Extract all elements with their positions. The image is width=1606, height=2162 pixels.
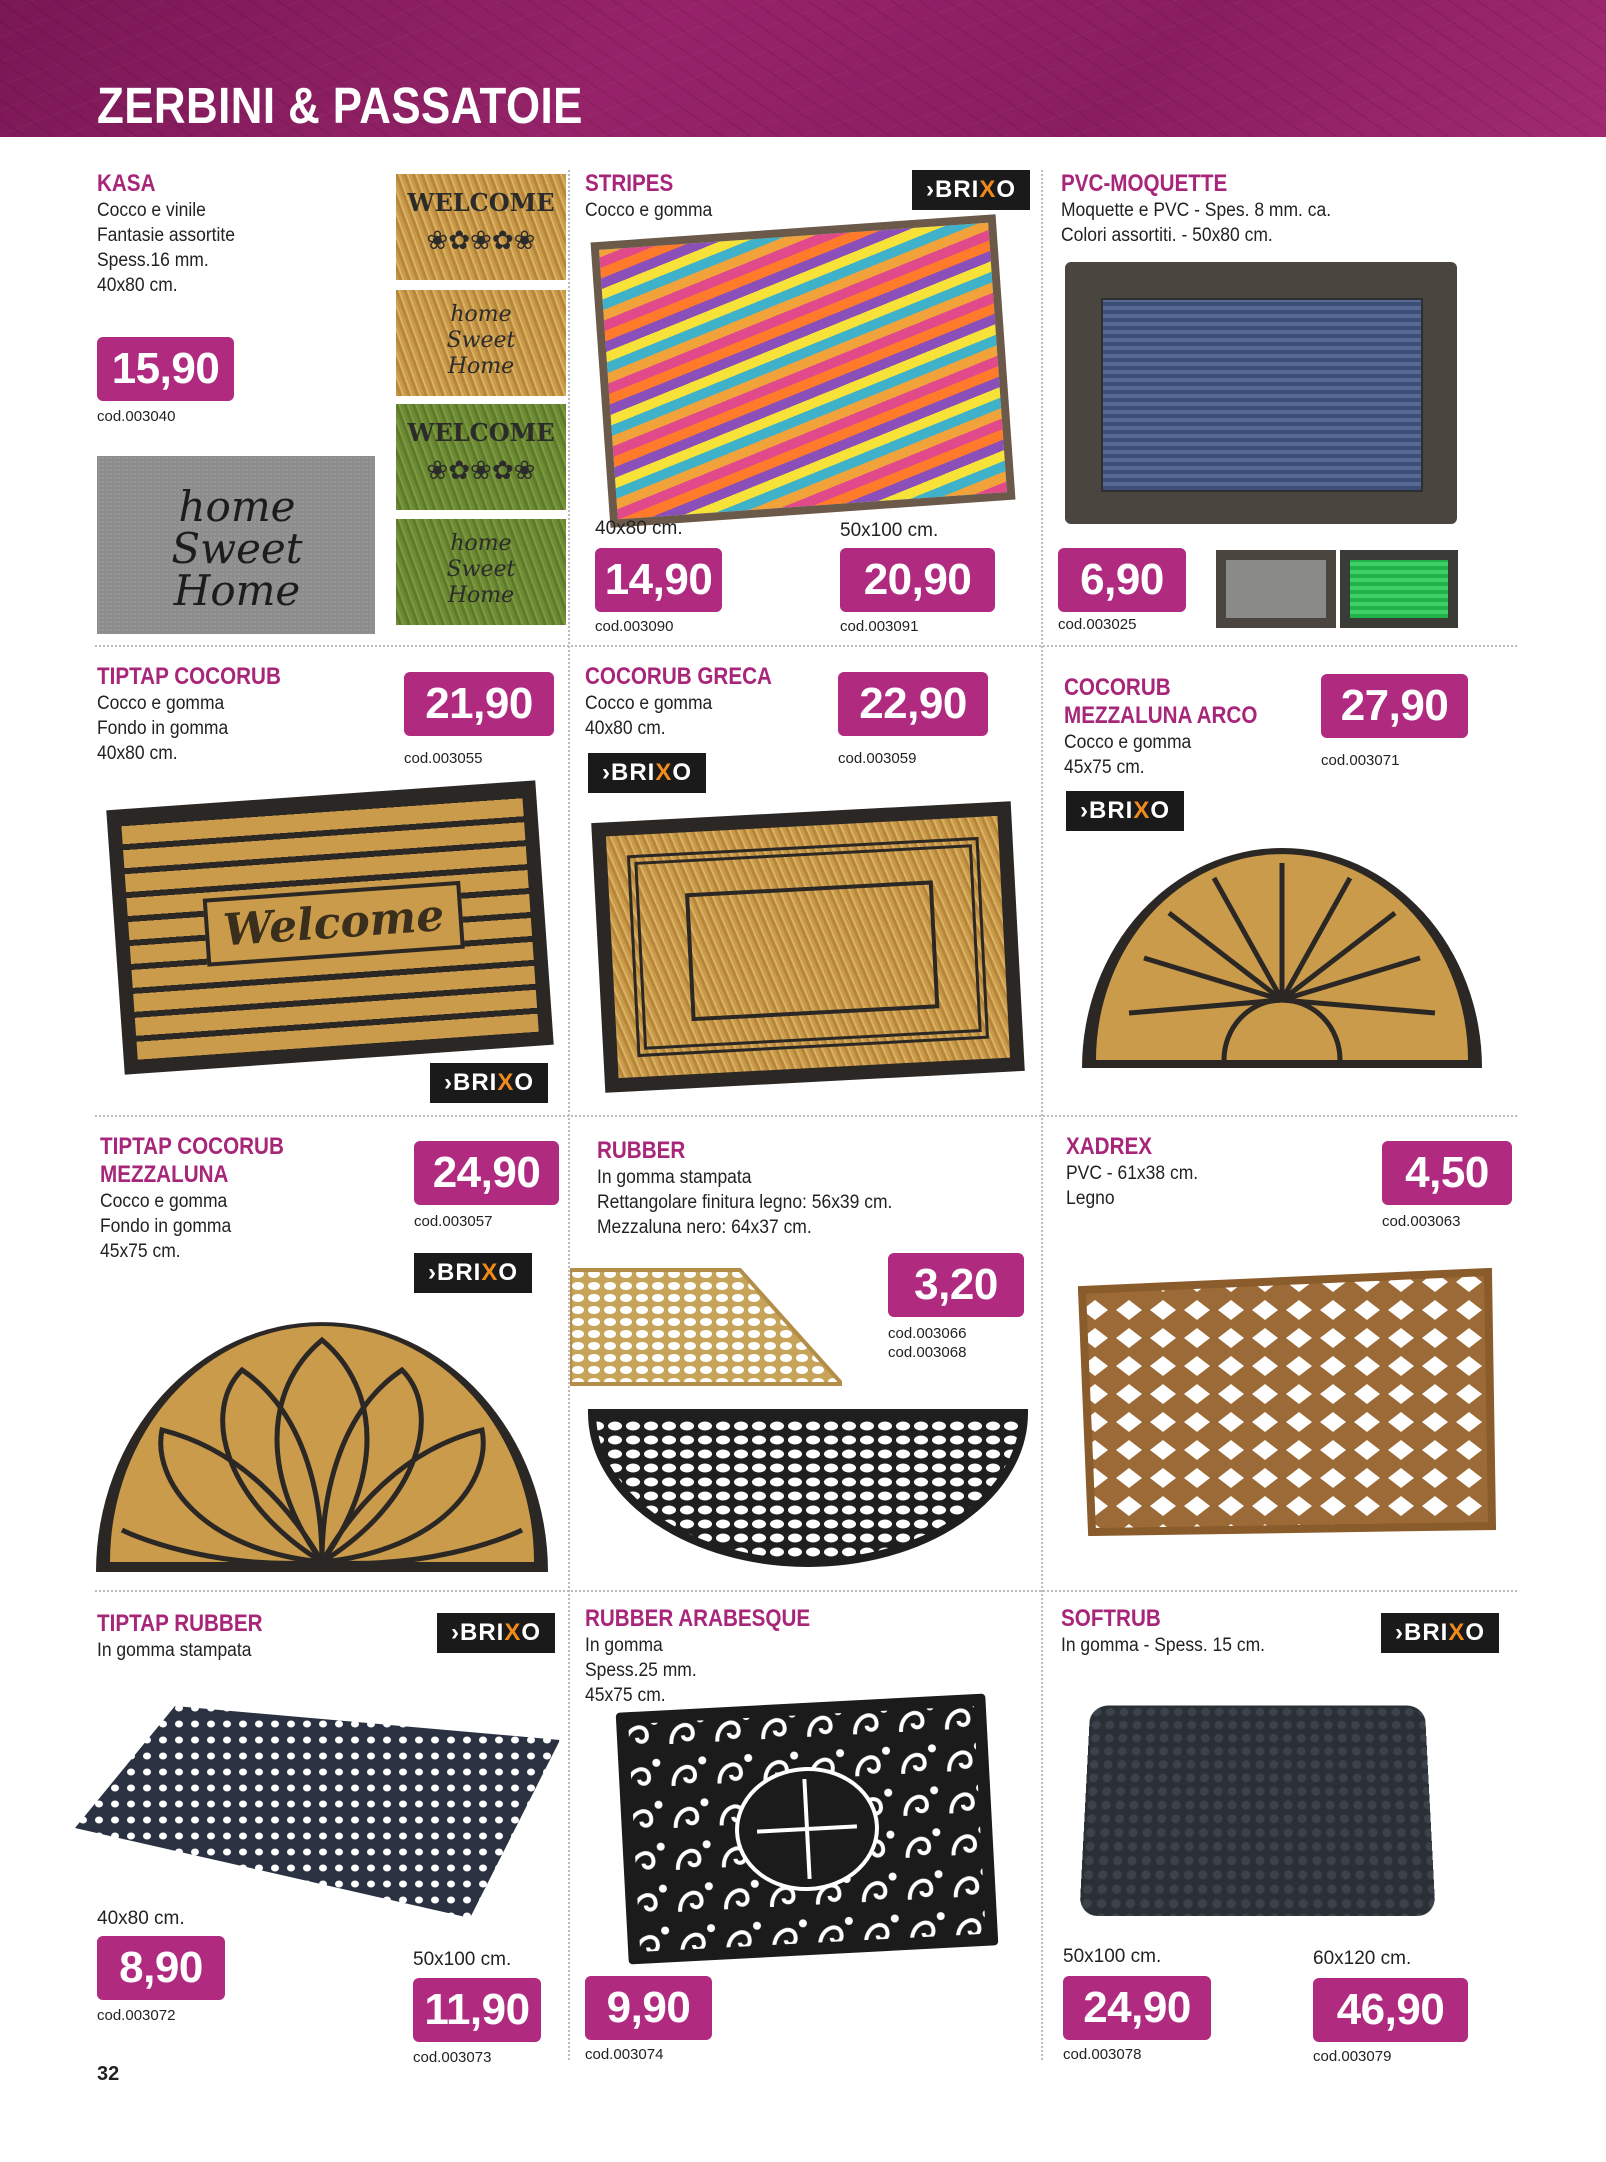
size-label: 50x100 cm. <box>1063 1946 1162 1967</box>
product-desc: Spess.16 mm. <box>97 250 209 271</box>
product-code: cod.003074 <box>585 2046 664 2063</box>
product-desc: PVC - 61x38 cm. <box>1066 1163 1199 1184</box>
half-round-mat-svg <box>92 1300 552 1575</box>
product-code: cod.003073 <box>413 2049 492 2066</box>
doormat-image <box>1074 838 1490 1078</box>
divider <box>1041 170 1043 2060</box>
price-tag: 24,90 <box>414 1141 559 1205</box>
product-name: COCORUB <box>1064 674 1171 701</box>
product-desc: Moquette e PVC - Spes. 8 mm. ca. <box>1061 200 1332 221</box>
product-desc: Cocco e gomma <box>585 693 713 714</box>
product-tiptap-cocorub <box>97 663 311 766</box>
product-code: cod.003057 <box>414 1213 493 1230</box>
product-tiptap-mezzaluna <box>100 1133 314 1264</box>
price-tag: 15,90 <box>97 337 234 401</box>
product-desc: Rettangolare finitura legno: 56x39 cm. <box>597 1192 893 1213</box>
product-name: RUBBER <box>597 1137 686 1164</box>
doormat-image <box>92 1300 552 1575</box>
product-xadrex <box>1066 1133 1210 1211</box>
doormat-image <box>396 519 566 625</box>
doormat-image: home Sweet Home <box>97 456 375 634</box>
product-rubber <box>597 1137 918 1240</box>
product-cocorub-greca <box>585 663 802 741</box>
divider <box>95 645 1517 647</box>
product-desc: 40x80 cm. <box>97 743 178 764</box>
product-code: cod.003040 <box>97 408 176 425</box>
product-desc: Fondo in gomma <box>100 1216 232 1237</box>
product-desc: Spess.25 mm. <box>585 1660 697 1681</box>
price-tag: 8,90 <box>97 1936 225 2000</box>
product-code: cod.003090 <box>595 618 674 635</box>
price-tag: 27,90 <box>1321 674 1468 738</box>
size-label: 60x120 cm. <box>1313 1948 1412 1969</box>
mat-text: home Sweet Home <box>446 302 516 379</box>
brixo-logo: ›BRIXO <box>414 1253 532 1293</box>
doormat-image <box>591 801 1025 1093</box>
doormat-image <box>570 1268 842 1386</box>
page-title: ZERBINI & PASSATOIE <box>97 77 583 134</box>
product-name: KASA <box>97 170 156 197</box>
flower-decor: ❀✿❀✿❀ <box>426 226 536 256</box>
price-tag: 24,90 <box>1063 1976 1211 2040</box>
doormat-image <box>616 1693 999 1964</box>
brixo-logo: ›BRIXO <box>588 753 706 793</box>
product-name: TIPTAP COCORUB <box>100 1133 284 1160</box>
price-tag: 20,90 <box>840 548 995 612</box>
brixo-logo: ›BRIXO <box>437 1613 555 1653</box>
price-tag: 14,90 <box>595 548 722 612</box>
page-header <box>0 0 1606 137</box>
product-desc: Legno <box>1066 1188 1115 1209</box>
mat-text: home Sweet Home <box>446 531 516 608</box>
product-desc: In gomma <box>585 1635 663 1656</box>
product-code: cod.003055 <box>404 750 483 767</box>
size-label: 50x100 cm. <box>413 1949 512 1970</box>
product-desc: Cocco e vinile <box>97 200 206 221</box>
product-desc: Cocco e gomma <box>1064 732 1192 753</box>
product-desc: Cocco e gomma <box>100 1191 228 1212</box>
brixo-logo: ›BRIXO <box>430 1063 548 1103</box>
product-rubber-arabesque <box>585 1605 847 1708</box>
product-tiptap-rubber <box>97 1610 289 1663</box>
product-softrub <box>1061 1605 1283 1658</box>
product-name: TIPTAP RUBBER <box>97 1610 263 1637</box>
divider <box>568 170 570 2060</box>
product-desc: In gomma - Spess. 15 cm. <box>1061 1635 1266 1656</box>
product-code: cod.003059 <box>838 750 917 767</box>
product-name: TIPTAP COCORUB <box>97 663 281 690</box>
product-desc: 45x75 cm. <box>100 1241 181 1262</box>
product-desc: In gomma stampata <box>97 1640 252 1661</box>
doormat-image <box>1216 550 1336 628</box>
product-desc: 40x80 cm. <box>97 275 178 296</box>
product-desc: Fondo in gomma <box>97 718 229 739</box>
product-name: PVC-MOQUETTE <box>1061 170 1228 197</box>
doormat-image <box>1078 1268 1496 1536</box>
product-desc: In gomma stampata <box>597 1167 752 1188</box>
product-name: COCORUB GRECA <box>585 663 772 690</box>
doormat-image <box>75 1700 560 1922</box>
price-tag: 9,90 <box>585 1976 712 2040</box>
product-name: XADREX <box>1066 1133 1153 1160</box>
price-tag: 46,90 <box>1313 1978 1468 2042</box>
product-desc: Colori assortiti. - 50x80 cm. <box>1061 225 1273 246</box>
doormat-image <box>396 404 566 510</box>
price-tag: 22,90 <box>838 672 988 736</box>
lattice-mat-svg <box>1078 1268 1496 1536</box>
product-name: RUBBER ARABESQUE <box>585 1605 811 1632</box>
product-code: cod.003025 <box>1058 616 1137 633</box>
product-cocorub-arco <box>1064 674 1289 780</box>
product-code: cod.003091 <box>840 618 919 635</box>
product-desc: Mezzaluna nero: 64x37 cm. <box>597 1217 812 1238</box>
divider <box>95 1590 1517 1592</box>
lattice-mat-svg <box>570 1268 842 1386</box>
arabesque-pattern-svg <box>616 1693 999 1964</box>
product-desc: Fantasie assortite <box>97 225 235 246</box>
doormat-image <box>588 1405 1028 1570</box>
flower-decor: ❀✿❀✿❀ <box>426 456 536 486</box>
price-tag: 4,50 <box>1382 1141 1512 1205</box>
doormat-image <box>106 780 553 1074</box>
product-desc: 45x75 cm. <box>1064 757 1145 778</box>
product-code: cod.003066 <box>888 1325 967 1342</box>
product-code: cod.003072 <box>97 2007 176 2024</box>
product-code: cod.003071 <box>1321 752 1400 769</box>
product-name: MEZZALUNA ARCO <box>1064 702 1258 729</box>
product-pvc-moquette <box>1061 170 1355 248</box>
mat-text: WELCOME <box>407 188 555 217</box>
product-name: STRIPES <box>585 170 674 197</box>
doormat-image <box>396 290 566 396</box>
brixo-logo: ›BRIXO <box>1381 1613 1499 1653</box>
doormat-image <box>1079 1706 1435 1917</box>
doormat-image <box>1065 262 1457 524</box>
product-kasa <box>97 170 247 298</box>
half-round-mat-svg <box>1074 838 1490 1078</box>
mat-text: Welcome <box>203 881 465 967</box>
product-desc: 45x75 cm. <box>585 1685 666 1706</box>
price-tag: 21,90 <box>404 672 554 736</box>
divider <box>95 1115 1517 1117</box>
doormat-image <box>1340 550 1458 628</box>
size-label: 40x80 cm. <box>595 518 683 539</box>
lattice-mat-svg <box>75 1700 560 1922</box>
product-code: cod.003063 <box>1382 1213 1461 1230</box>
price-tag: 3,20 <box>888 1253 1024 1317</box>
size-label: 50x100 cm. <box>840 520 939 541</box>
mat-text: WELCOME <box>407 418 555 447</box>
page-number: 32 <box>97 2063 120 2085</box>
product-name: MEZZALUNA <box>100 1161 229 1188</box>
product-stripes <box>585 170 723 223</box>
price-tag: 11,90 <box>413 1978 541 2042</box>
doormat-image <box>591 214 1016 528</box>
doormat-image <box>396 174 566 280</box>
product-desc: 40x80 cm. <box>585 718 666 739</box>
brixo-logo: ›BRIXO <box>1066 791 1184 831</box>
lattice-mat-svg <box>588 1405 1028 1570</box>
product-code: cod.003068 <box>888 1344 967 1361</box>
product-code: cod.003078 <box>1063 2046 1142 2063</box>
size-label: 40x80 cm. <box>97 1908 185 1929</box>
product-name: SOFTRUB <box>1061 1605 1161 1632</box>
brixo-logo: ›BRIXO <box>912 170 1030 210</box>
product-code: cod.003079 <box>1313 2048 1392 2065</box>
price-tag: 6,90 <box>1058 548 1186 612</box>
product-desc: Cocco e gomma <box>585 200 713 221</box>
product-desc: Cocco e gomma <box>97 693 225 714</box>
